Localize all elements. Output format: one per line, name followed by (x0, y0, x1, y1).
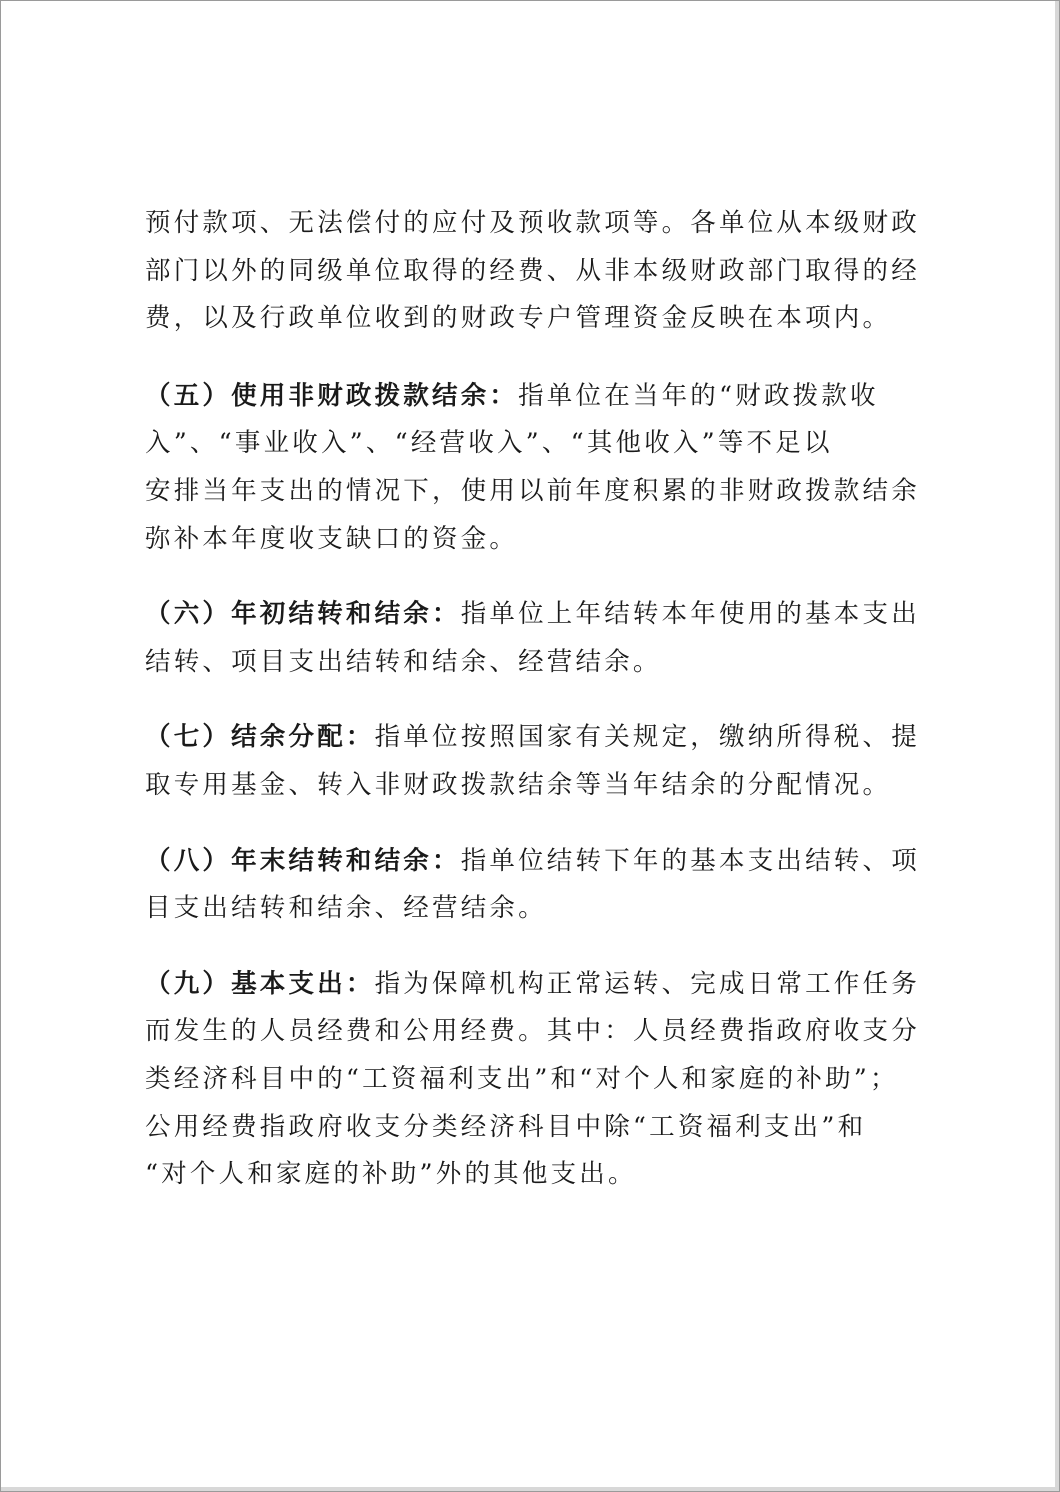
text-line: 取专用基金、转入非财政拨款结余等当年结余的分配情况。 (145, 769, 892, 800)
text-line: “对个人和家庭的补助”外的其他支出。 (145, 1159, 637, 1190)
text-line: 预付款项、无法偿付的应付及预收款项等。各单位从本级财政 (145, 208, 920, 238)
text-line: 目支出结转和结余、经营结余。 (145, 893, 547, 924)
text-line (145, 373, 917, 421)
text-line: 费，以及行政单位收到的财政专户管理资金反映在本项内。 (145, 303, 892, 334)
document-body (145, 200, 920, 1199)
text-line: 安排当年支出的情况下，使用以前年度积累的非财政拨款结余 (145, 475, 920, 506)
paragraph-item-9 (145, 961, 920, 1199)
paragraph-item-6 (145, 591, 920, 686)
term-heading: （八）年末结转和结余： (145, 845, 461, 876)
text-line: 公用经费指政府收支分类经济科目中除“工资福利支出”和 (145, 1111, 867, 1142)
definition-text: 指单位在当年的“财政拨款收 (518, 380, 879, 411)
definition-text: 指单位按照国家有关规定，缴纳所得税、提 (374, 722, 920, 753)
paragraph-item-5 (145, 373, 920, 563)
term-heading: （六）年初结转和结余： (145, 599, 461, 630)
text-line (145, 714, 920, 762)
text-line: 弥补本年度收支缺口的资金。 (145, 523, 519, 554)
paragraph-item-8 (145, 838, 920, 933)
term-heading: （七）结余分配： (145, 722, 375, 753)
text-line: 部门以外的同级单位取得的经费、从非本级财政部门取得的经 (145, 255, 920, 286)
definition-text: 指为保障机构正常运转、完成日常工作任务 (374, 968, 920, 999)
definition-text: 指单位结转下年的基本支出结转、项 (460, 845, 920, 876)
text-line: 入”、“事业收入”、“经营收入”、“其他收入”等不足以 (145, 428, 833, 459)
paragraph-item-7 (145, 714, 920, 809)
text-line (145, 591, 920, 639)
text-line: 而发生的人员经费和公用经费。其中：人员经费指政府收支分 (145, 1016, 920, 1047)
term-heading: （五）使用非财政拨款结余： (145, 380, 519, 411)
definition-text: 指单位上年结转本年使用的基本支出 (460, 599, 920, 630)
paragraph-continuation (145, 200, 920, 343)
text-line: 结转、项目支出结转和结余、经营结余。 (145, 646, 662, 677)
term-heading: （九）基本支出： (145, 968, 375, 999)
text-line: 类经济科目中的“工资福利支出”和“对个人和家庭的补助”； (145, 1063, 899, 1094)
text-line (145, 961, 920, 1009)
text-line (145, 838, 920, 886)
